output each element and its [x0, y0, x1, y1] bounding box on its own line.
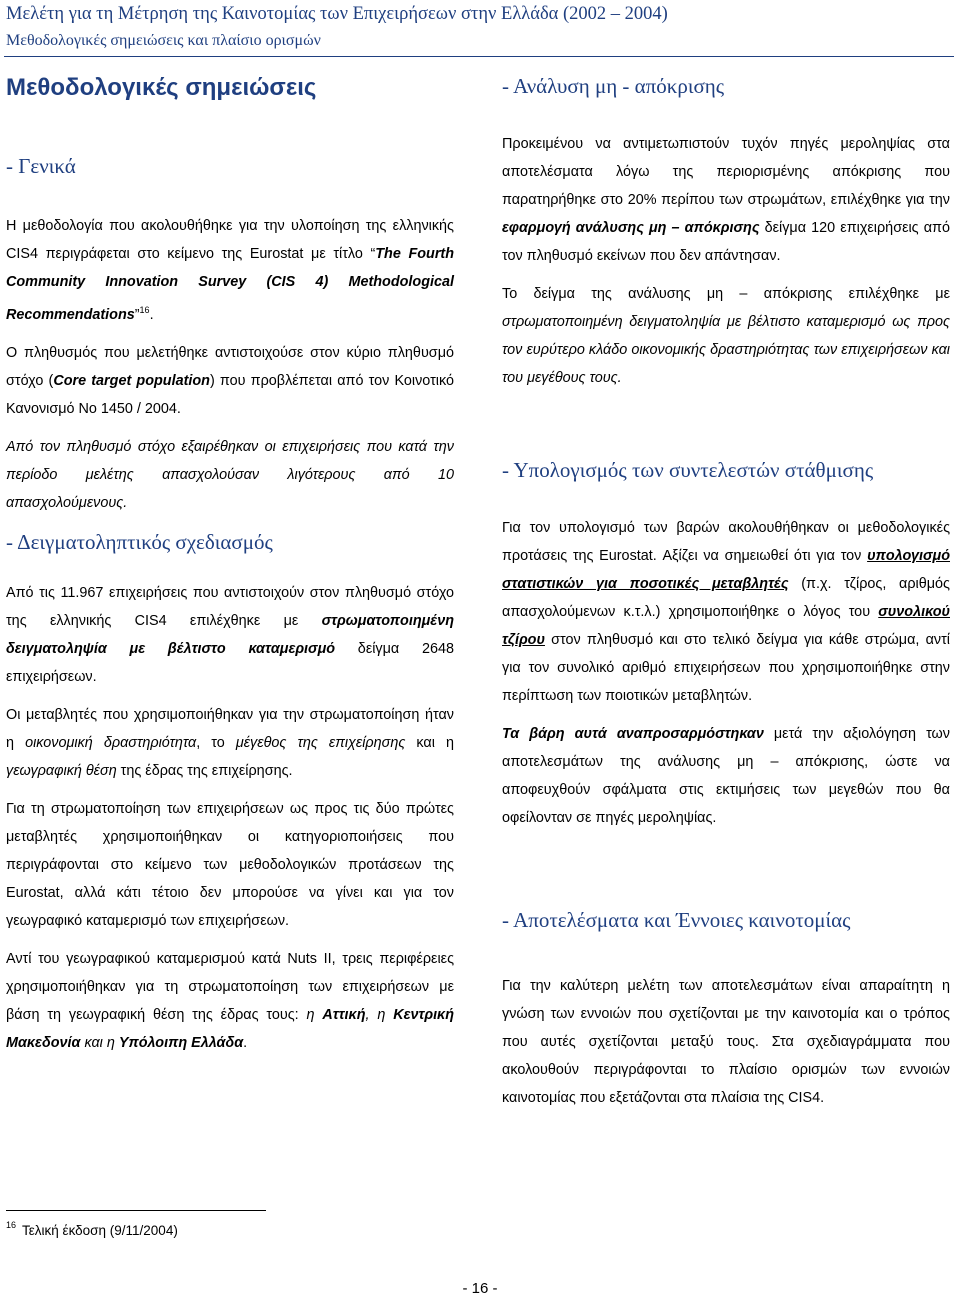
footnote-ref: 16: [139, 305, 150, 315]
paragraph-results: Για την καλύτερη μελέτη των αποτελεσμάτων είναι απαραίτητη η γνώση των εννοιών που σχετίζονται με την καινοτομία και ο τρόπος που αυτές σχετίζονται μεταξύ τους. Στα σχεδιαγράμματα που ακολουθούν περιγράφονται το πλαίσιο ορισμών των εννοιών καινοτομίας που εξετάζονται στα πλαίσια της CIS4.: [502, 978, 950, 1106]
paragraph-sample: [6, 579, 454, 691]
right-column-nonresponse: [502, 130, 950, 392]
text-run: Προκειμένου να αντιμετωπιστούν τυχόν πηγές μεροληψίας στα αποτελέσματα λόγω της περιορισμένης απόκρισης που παρατηρήθηκε στο 20% περίπου των στρωμάτων, επιλέχθηκε για την: [502, 136, 950, 208]
text-run: ) που προβλέπεται από τον Κοινοτικό Κανονισμό Νο 1450 / 2004.: [6, 373, 454, 417]
section-heading-results: - Αποτελέσματα και Έννοιες καινοτομίας: [502, 908, 851, 932]
section-heading-general: - Γενικά: [6, 154, 76, 178]
page-number: - 16 -: [462, 1280, 498, 1297]
text-run: ”: [134, 307, 140, 323]
term-size: μέγεθος της επιχείρησης: [235, 735, 406, 751]
region-attica: Αττική: [322, 1007, 366, 1023]
footnote-number: 16: [6, 1220, 17, 1230]
text-run: μετά την αξιολόγηση των αποτελεσμάτων της ανάλυσης μη – απόκρισης, ώστε να αποφευχθούν σφάλματα στις εκτιμήσεις των μεγεθών που θα οφείλονταν σε πηγές μεροληψίας.: [502, 726, 950, 826]
text-run: .: [149, 307, 154, 323]
text-run: της έδρας της επιχείρησης.: [116, 763, 293, 779]
text-run: , η: [365, 1007, 394, 1023]
term-core-target: Core target population: [53, 373, 210, 389]
text-run: η: [306, 1007, 323, 1023]
region-central-macedonia: Κεντρική Μακεδονία: [6, 1007, 454, 1051]
text-run: Η μεθοδολογία που ακολουθήθηκε για την υλοποίηση της ελληνικής CIS4 περιγράφεται στο κείμενο της Eurostat με τίτλο “: [6, 218, 454, 262]
paragraph-exclusion: [6, 433, 454, 517]
paragraph-methodology: [6, 212, 454, 329]
text-run: Από τις 11.967 επιχειρήσεις που αντιστοιχούν στον πληθυσμό στόχο της ελληνικής CIS4 επιλέχθηκε με: [6, 585, 454, 629]
paragraph-nonresponse: [502, 130, 950, 270]
paragraph-population: [6, 339, 454, 423]
text-run: Το δείγμα της ανάλυσης μη – απόκρισης επιλέχθηκε με: [502, 286, 950, 302]
term-total-turnover: συνολικού τζίρου: [502, 604, 950, 648]
section-heading-sampling: - Δειγματοληπτικός σχεδιασμός: [6, 530, 273, 554]
text-run: Για τον υπολογισμό των βαρών ακολουθήθηκαν οι μεθοδολογικές προτάσεις της Eurostat. Αξίζει να σημειωθεί ότι για τον: [502, 520, 950, 564]
footnote-separator: [6, 1210, 266, 1211]
text-run: δείγμα 2648 επιχειρήσεων.: [6, 641, 454, 685]
left-column: [6, 212, 454, 1057]
text-run: στον πληθυσμό και στο τελικό δείγμα για κάθε στρώμα, αντί για τον συνολικό αριθμό επιχειρήσεων που χρησιμοποιήθηκε στην περίπτωση των ποιοτικών μεταβλητών.: [502, 632, 950, 704]
paragraph-reweighting: [502, 720, 950, 832]
term-quantitative-stats: υπολογισμό στατιστικών για ποσοτικές μεταβλητές: [502, 548, 950, 592]
page-title: Μεθοδολογικές σημειώσεις: [6, 74, 317, 101]
text-run: , το: [196, 735, 236, 751]
text-run: Οι μεταβλητές που χρησιμοποιήθηκαν για την στρωματοποίηση ήταν η: [6, 707, 454, 751]
text-run: .: [243, 1035, 248, 1051]
paragraph-categorisation: Για τη στρωματοποίηση των επιχειρήσεων ως προς τις δύο πρώτες μεταβλητές χρησιμοποιήθηκαν οι κατηγοριοποιήσεις που περιγράφονται στο κείμενο των μεθοδολογικών προτάσεων της Eurostat, αλλά κάτι τέτοιο δεν μπορούσε να γίνει και για τον γεωγραφικό καταμερισμό των επιχειρήσεων.: [6, 801, 454, 929]
section-heading-weights: - Υπολογισμός των συντελεστών στάθμισης: [502, 458, 874, 482]
text-run: δείγμα 120 επιχειρήσεις από τον πληθυσμό εκείνων που δεν απάντησαν.: [502, 220, 950, 264]
document-title-ref: The Fourth Community Innovation Survey (CIS 4) Methodological Recommendations: [6, 246, 454, 323]
region-rest-of-greece: Υπόλοιπη Ελλάδα: [118, 1035, 244, 1051]
footnote-text: Τελική έκδοση (9/11/2004): [22, 1223, 178, 1238]
running-header: [0, 0, 960, 60]
footnote: [6, 1220, 178, 1238]
text-run: και η: [405, 735, 454, 751]
text-run: Από τον πληθυσμό στόχο εξαιρέθηκαν οι επιχειρήσεις που κατά την περίοδο μελέτης απασχολούσαν λιγότερους από 10 απασχολούμενους.: [6, 439, 454, 511]
term-stratified-sampling: στρωματοποιημένη δειγματοληψία με βέλτιστο καταμερισμό: [6, 613, 454, 657]
paragraph-weights: [502, 514, 950, 710]
paragraph-variables: [6, 701, 454, 785]
term-activity: οικονομική δραστηριότητα: [25, 735, 197, 751]
paragraph-nonresponse-sample: [502, 280, 950, 392]
text-run: Ο πληθυσμός που μελετήθηκε αντιστοιχούσε στον κύριο πληθυσμό στόχο (: [6, 345, 454, 389]
right-column-weights: [502, 514, 950, 832]
text-run: στρωματοποιημένη δειγματοληψία με βέλτιστο καταμερισμό ως προς τον ευρύτερο κλάδο οικονομικής δραστηριότητας των επιχειρήσεων και του μεγέθους τους.: [502, 314, 950, 386]
text-run: Αντί του γεωγραφικού καταμερισμού κατά Nuts II, τρεις περιφέρειες χρησιμοποιήθηκαν για τη στρωματοποίηση των επιχειρήσεων με βάση τη γεωγραφική θέση της έδρας τους:: [6, 951, 454, 1023]
header-subtitle: Μεθοδολογικές σημειώσεις και πλαίσιο ορισμών: [6, 32, 321, 49]
paragraph-regions: [6, 945, 454, 1057]
right-column-results: [502, 972, 950, 1112]
text-run: (π.χ. τζίρος, αριθμός απασχολούμενων κ.τ.λ.) χρησιμοποιήθηκε ο λόγος του: [502, 576, 950, 620]
term-location: γεωγραφική θέση: [6, 763, 117, 779]
header-title: Μελέτη για τη Μέτρηση της Καινοτομίας των Επιχειρήσεων στην Ελλάδα (2002 – 2004): [6, 4, 668, 24]
section-heading-nonresponse: - Ανάλυση μη - απόκρισης: [502, 74, 725, 98]
term-reweighted: Τα βάρη αυτά αναπροσαρμόστηκαν: [502, 726, 764, 742]
term-nonresponse-analysis: εφαρμογή ανάλυσης μη – απόκρισης: [502, 220, 760, 236]
header-divider: [4, 56, 954, 57]
text-run: και η: [80, 1035, 119, 1051]
